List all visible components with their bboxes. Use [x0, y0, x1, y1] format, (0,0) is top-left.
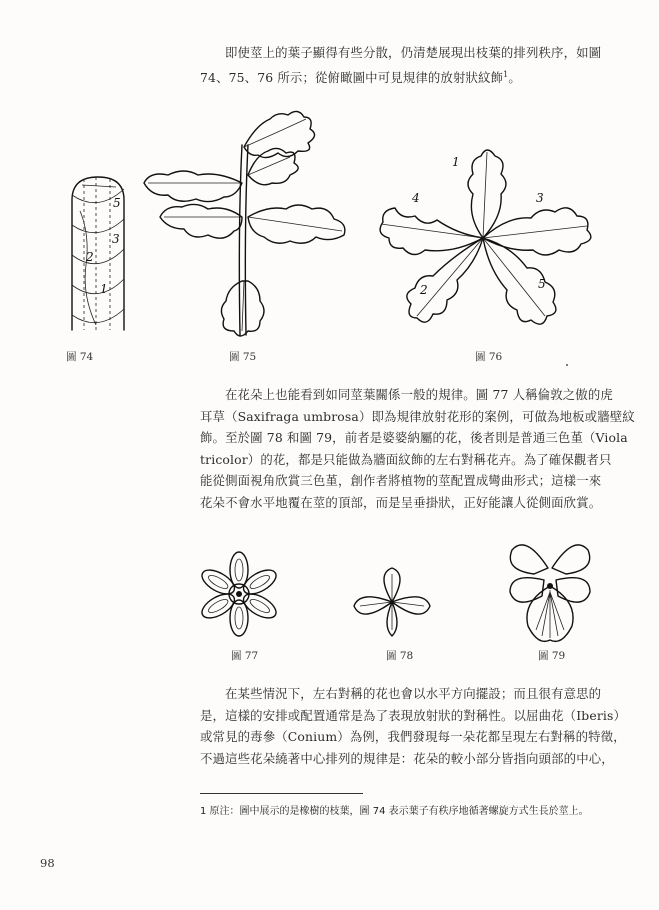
fig76-label-3: 3 — [536, 191, 544, 205]
figure-76-caption: 圖 76 — [475, 351, 503, 363]
figure-75-oak-branch — [138, 105, 358, 345]
figure-79-caption: 圖 79 — [538, 650, 566, 662]
figure-79-pansy — [504, 530, 596, 646]
paragraph-line: 在花朵上也能看到如同莖葉關係一般的規律。圖 77 人稱倫敦之傲的虎 — [225, 387, 613, 402]
fig76-label-1: 1 — [452, 155, 460, 169]
fig74-label-2: 2 — [86, 250, 94, 264]
footnote-marker: 1 — [503, 69, 509, 79]
paragraph-1 — [200, 42, 600, 88]
figure-75-caption: 圖 75 — [229, 351, 257, 363]
figure-78-caption: 圖 78 — [386, 650, 414, 662]
paragraph-line: 在某些情況下，左右對稱的花也會以水平方向擺設；而且很有意思的 — [225, 686, 602, 701]
paragraph-line: 耳草（Saxifraga umbrosa）即為規律放射花形的案例，可做為地板或牆壁紋 — [200, 408, 635, 424]
figure-77-caption: 圖 77 — [231, 650, 259, 662]
figure-74-caption: 圖 74 — [66, 351, 94, 363]
stray-dot — [566, 364, 568, 366]
paragraph-line: 花朵不會水平地覆在莖的頂部，而是呈垂掛狀，正好能讓人從側面欣賞。 — [200, 494, 602, 510]
fig76-label-2: 2 — [420, 283, 428, 297]
paragraph-line: 或常見的毒參（Conium）為例，我們發現每一朵花都呈現左右對稱的特徵， — [200, 729, 626, 744]
paragraph-line: 74、75、76 所示；從俯瞰圖中可見規律的放射狀紋飾$^1$。 — [200, 69, 521, 85]
paragraph-2 — [200, 384, 635, 513]
paragraph-line: 是，這樣的安排或配置通常是為了表現放射狀的對稱性。以屈曲花（Iberis） — [200, 707, 627, 723]
paragraph-line: 能從側面視角欣賞三色堇，創作者將植物的莖配置成彎曲形式；這樣一來 — [200, 473, 602, 488]
fig74-label-3: 3 — [112, 232, 120, 246]
figure-76-radial-leaves — [370, 140, 600, 340]
figure-78-veronica-flower — [346, 566, 438, 638]
paragraph-line: 不過這些花朵繞著中心排列的規律是：花朵的較小部分皆指向頭部的中心， — [200, 750, 614, 766]
fig76-label-5: 5 — [538, 277, 546, 291]
footnote: 1 原注：圖中展示的是橡樹的枝葉，圖 74 表示葉子有秩序地循著螺旋方式生長於莖上。 — [200, 806, 589, 817]
paragraph-3 — [200, 683, 627, 769]
paragraph-line: 即使莖上的葉子顯得有些分散，仍清楚展現出枝葉的排列秩序，如圖 — [225, 45, 602, 60]
fig76-label-4: 4 — [412, 191, 420, 205]
fig74-label-1: 1 — [100, 282, 108, 296]
fig74-label-5: 5 — [113, 196, 121, 210]
paragraph-line: 飾。至於圖 78 和圖 79，前者是婆婆納屬的花，後者則是普通三色堇（Viola — [200, 430, 628, 445]
figure-77-saxifrage-flower — [192, 548, 286, 642]
figure-74-spiral-cylinder — [60, 165, 140, 335]
page-number: 98 — [40, 856, 55, 870]
footnote-divider — [200, 793, 363, 794]
paragraph-line: tricolor）的花，都是只能做為牆面紋飾的左右對稱花卉。為了確保觀者只 — [200, 451, 612, 467]
